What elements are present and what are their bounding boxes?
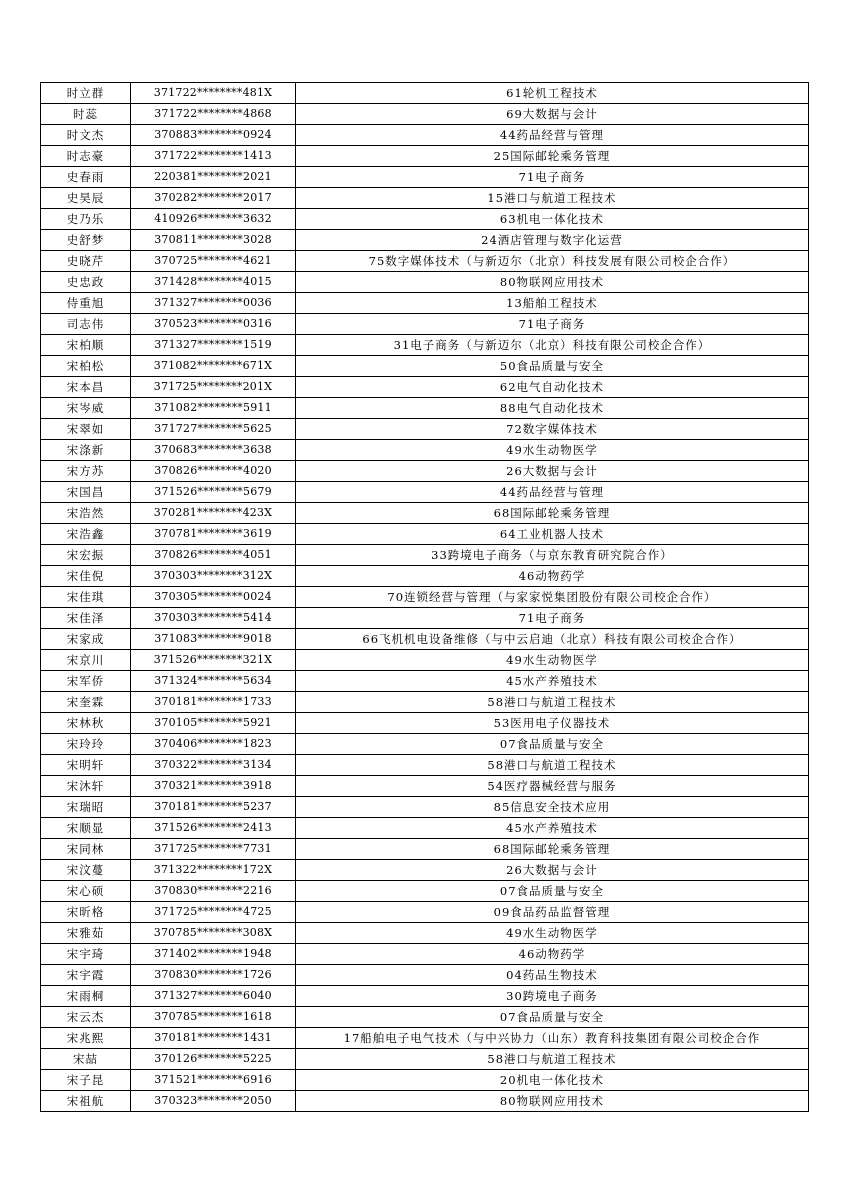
table-row	[41, 713, 809, 734]
id-number-cell: 371526********2413	[131, 818, 296, 839]
id-number-cell: 371725********201X	[131, 377, 296, 398]
table-row	[41, 881, 809, 902]
major-cell: 75数字媒体技术（与新迈尔（北京）科技发展有限公司校企合作）	[296, 251, 809, 272]
roster-body	[41, 83, 809, 1112]
student-name-cell: 宋同林	[41, 839, 131, 860]
id-number-cell: 370322********3134	[131, 755, 296, 776]
major-cell: 64工业机器人技术	[296, 524, 809, 545]
major-cell: 69大数据与会计	[296, 104, 809, 125]
table-row	[41, 587, 809, 608]
id-number-cell: 370725********4621	[131, 251, 296, 272]
table-row	[41, 797, 809, 818]
id-number-cell: 371428********4015	[131, 272, 296, 293]
id-number-cell: 370105********5921	[131, 713, 296, 734]
student-name-cell: 史昊辰	[41, 188, 131, 209]
id-number-cell: 371722********481X	[131, 83, 296, 104]
id-number-cell: 220381********2021	[131, 167, 296, 188]
student-name-cell: 宋浩然	[41, 503, 131, 524]
id-number-cell: 371327********6040	[131, 986, 296, 1007]
student-name-cell: 宋瑞昭	[41, 797, 131, 818]
table-row	[41, 818, 809, 839]
student-name-cell: 宋汶蔓	[41, 860, 131, 881]
major-cell: 72数字媒体技术	[296, 419, 809, 440]
id-number-cell: 370406********1823	[131, 734, 296, 755]
major-cell: 71电子商务	[296, 314, 809, 335]
table-row	[41, 944, 809, 965]
major-cell: 15港口与航道工程技术	[296, 188, 809, 209]
id-number-cell: 370781********3619	[131, 524, 296, 545]
major-cell: 46动物药学	[296, 944, 809, 965]
table-row	[41, 524, 809, 545]
student-name-cell: 宋军侨	[41, 671, 131, 692]
major-cell: 44药品经营与管理	[296, 125, 809, 146]
student-name-cell: 宋明轩	[41, 755, 131, 776]
student-roster-table	[40, 82, 809, 1112]
table-row	[41, 965, 809, 986]
major-cell: 68国际邮轮乘务管理	[296, 503, 809, 524]
table-row	[41, 167, 809, 188]
student-name-cell: 宋国昌	[41, 482, 131, 503]
student-name-cell: 宋子昆	[41, 1070, 131, 1091]
student-name-cell: 宋岑威	[41, 398, 131, 419]
id-number-cell: 371725********7731	[131, 839, 296, 860]
major-cell: 61轮机工程技术	[296, 83, 809, 104]
table-row	[41, 671, 809, 692]
id-number-cell: 371722********4868	[131, 104, 296, 125]
table-row	[41, 398, 809, 419]
major-cell: 45水产养殖技术	[296, 671, 809, 692]
student-name-cell: 时文杰	[41, 125, 131, 146]
id-number-cell: 371402********1948	[131, 944, 296, 965]
table-row	[41, 923, 809, 944]
id-number-cell: 371082********671X	[131, 356, 296, 377]
table-row	[41, 314, 809, 335]
id-number-cell: 371526********5679	[131, 482, 296, 503]
major-cell: 49水生动物医学	[296, 440, 809, 461]
table-row	[41, 104, 809, 125]
id-number-cell: 370830********2216	[131, 881, 296, 902]
student-name-cell: 宋兆熙	[41, 1028, 131, 1049]
table-row	[41, 755, 809, 776]
major-cell: 66飞机机电设备维修（与中云启迪（北京）科技有限公司校企合作）	[296, 629, 809, 650]
table-row	[41, 83, 809, 104]
id-number-cell: 370826********4051	[131, 545, 296, 566]
major-cell: 63机电一体化技术	[296, 209, 809, 230]
major-cell: 07食品质量与安全	[296, 734, 809, 755]
student-name-cell: 史春雨	[41, 167, 131, 188]
student-name-cell: 宋雨桐	[41, 986, 131, 1007]
major-cell: 49水生动物医学	[296, 650, 809, 671]
id-number-cell: 370826********4020	[131, 461, 296, 482]
id-number-cell: 371722********1413	[131, 146, 296, 167]
student-name-cell: 侍重旭	[41, 293, 131, 314]
student-name-cell: 宋雅茹	[41, 923, 131, 944]
table-row	[41, 1007, 809, 1028]
major-cell: 20机电一体化技术	[296, 1070, 809, 1091]
id-number-cell: 371322********172X	[131, 860, 296, 881]
student-name-cell: 宋玲玲	[41, 734, 131, 755]
table-row	[41, 188, 809, 209]
id-number-cell: 370181********1431	[131, 1028, 296, 1049]
id-number-cell: 371327********1519	[131, 335, 296, 356]
table-row	[41, 419, 809, 440]
table-row	[41, 545, 809, 566]
student-name-cell: 时立群	[41, 83, 131, 104]
major-cell: 13船舶工程技术	[296, 293, 809, 314]
major-cell: 71电子商务	[296, 167, 809, 188]
id-number-cell: 370303********312X	[131, 566, 296, 587]
student-name-cell: 宋宇霞	[41, 965, 131, 986]
student-name-cell: 时志豪	[41, 146, 131, 167]
student-name-cell: 宋方苏	[41, 461, 131, 482]
student-name-cell: 司志伟	[41, 314, 131, 335]
student-name-cell: 宋柏松	[41, 356, 131, 377]
student-name-cell: 宋翠如	[41, 419, 131, 440]
id-number-cell: 370321********3918	[131, 776, 296, 797]
id-number-cell: 371083********9018	[131, 629, 296, 650]
major-cell: 80物联网应用技术	[296, 1091, 809, 1112]
table-row	[41, 461, 809, 482]
student-name-cell: 宋顺显	[41, 818, 131, 839]
table-row	[41, 1070, 809, 1091]
major-cell: 80物联网应用技术	[296, 272, 809, 293]
id-number-cell: 371327********0036	[131, 293, 296, 314]
major-cell: 58港口与航道工程技术	[296, 692, 809, 713]
table-row	[41, 272, 809, 293]
table-row	[41, 293, 809, 314]
major-cell: 50食品质量与安全	[296, 356, 809, 377]
table-row	[41, 629, 809, 650]
id-number-cell: 370303********5414	[131, 608, 296, 629]
table-row	[41, 146, 809, 167]
major-cell: 30跨境电子商务	[296, 986, 809, 1007]
major-cell: 31电子商务（与新迈尔（北京）科技有限公司校企合作）	[296, 335, 809, 356]
table-row	[41, 482, 809, 503]
student-name-cell: 宋云杰	[41, 1007, 131, 1028]
id-number-cell: 370683********3638	[131, 440, 296, 461]
id-number-cell: 371725********4725	[131, 902, 296, 923]
student-name-cell: 宋浩鑫	[41, 524, 131, 545]
table-row	[41, 1028, 809, 1049]
table-row	[41, 776, 809, 797]
table-row	[41, 986, 809, 1007]
student-name-cell: 宋本昌	[41, 377, 131, 398]
student-name-cell: 宋京川	[41, 650, 131, 671]
student-name-cell: 史忠政	[41, 272, 131, 293]
table-row	[41, 377, 809, 398]
student-name-cell: 宋喆	[41, 1049, 131, 1070]
table-row	[41, 335, 809, 356]
id-number-cell: 410926********3632	[131, 209, 296, 230]
major-cell: 44药品经营与管理	[296, 482, 809, 503]
major-cell: 70连锁经营与管理（与家家悦集团股份有限公司校企合作）	[296, 587, 809, 608]
major-cell: 45水产养殖技术	[296, 818, 809, 839]
student-name-cell: 宋宇琦	[41, 944, 131, 965]
major-cell: 17船舶电子电气技术（与中兴协力（山东）教育科技集团有限公司校企合作	[296, 1028, 809, 1049]
id-number-cell: 371521********6916	[131, 1070, 296, 1091]
table-row	[41, 650, 809, 671]
student-name-cell: 史晓芹	[41, 251, 131, 272]
table-row	[41, 251, 809, 272]
id-number-cell: 370181********5237	[131, 797, 296, 818]
student-name-cell: 时蕊	[41, 104, 131, 125]
table-row	[41, 1091, 809, 1112]
student-name-cell: 宋沐轩	[41, 776, 131, 797]
major-cell: 54医疗器械经营与服务	[296, 776, 809, 797]
table-row	[41, 839, 809, 860]
student-name-cell: 宋昕格	[41, 902, 131, 923]
major-cell: 33跨境电子商务（与京东教育研究院合作）	[296, 545, 809, 566]
id-number-cell: 370305********0024	[131, 587, 296, 608]
table-row	[41, 608, 809, 629]
id-number-cell: 370323********2050	[131, 1091, 296, 1112]
table-row	[41, 503, 809, 524]
major-cell: 46动物药学	[296, 566, 809, 587]
table-row	[41, 692, 809, 713]
id-number-cell: 370126********5225	[131, 1049, 296, 1070]
table-row	[41, 1049, 809, 1070]
student-name-cell: 宋家成	[41, 629, 131, 650]
table-row	[41, 125, 809, 146]
student-name-cell: 宋林秋	[41, 713, 131, 734]
student-name-cell: 宋奎霖	[41, 692, 131, 713]
id-number-cell: 370281********423X	[131, 503, 296, 524]
id-number-cell: 370830********1726	[131, 965, 296, 986]
major-cell: 71电子商务	[296, 608, 809, 629]
major-cell: 62电气自动化技术	[296, 377, 809, 398]
student-name-cell: 宋祖航	[41, 1091, 131, 1112]
table-row	[41, 356, 809, 377]
major-cell: 85信息安全技术应用	[296, 797, 809, 818]
student-name-cell: 宋佳倪	[41, 566, 131, 587]
id-number-cell: 370523********0316	[131, 314, 296, 335]
table-row	[41, 734, 809, 755]
major-cell: 53医用电子仪器技术	[296, 713, 809, 734]
major-cell: 07食品质量与安全	[296, 1007, 809, 1028]
major-cell: 26大数据与会计	[296, 860, 809, 881]
student-name-cell: 宋心硕	[41, 881, 131, 902]
student-name-cell: 宋涤新	[41, 440, 131, 461]
student-name-cell: 史乃乐	[41, 209, 131, 230]
id-number-cell: 370883********0924	[131, 125, 296, 146]
major-cell: 24酒店管理与数字化运营	[296, 230, 809, 251]
id-number-cell: 370181********1733	[131, 692, 296, 713]
id-number-cell: 370785********308X	[131, 923, 296, 944]
id-number-cell: 371727********5625	[131, 419, 296, 440]
table-row	[41, 440, 809, 461]
id-number-cell: 371082********5911	[131, 398, 296, 419]
id-number-cell: 370282********2017	[131, 188, 296, 209]
id-number-cell: 371526********321X	[131, 650, 296, 671]
id-number-cell: 371324********5634	[131, 671, 296, 692]
student-name-cell: 宋柏顺	[41, 335, 131, 356]
major-cell: 58港口与航道工程技术	[296, 755, 809, 776]
table-row	[41, 566, 809, 587]
major-cell: 26大数据与会计	[296, 461, 809, 482]
major-cell: 04药品生物技术	[296, 965, 809, 986]
student-name-cell: 宋佳琪	[41, 587, 131, 608]
id-number-cell: 370811********3028	[131, 230, 296, 251]
student-name-cell: 史舒梦	[41, 230, 131, 251]
major-cell: 58港口与航道工程技术	[296, 1049, 809, 1070]
major-cell: 25国际邮轮乘务管理	[296, 146, 809, 167]
table-row	[41, 230, 809, 251]
major-cell: 88电气自动化技术	[296, 398, 809, 419]
major-cell: 07食品质量与安全	[296, 881, 809, 902]
table-row	[41, 209, 809, 230]
major-cell: 09食品药品监督管理	[296, 902, 809, 923]
table-row	[41, 860, 809, 881]
major-cell: 68国际邮轮乘务管理	[296, 839, 809, 860]
id-number-cell: 370785********1618	[131, 1007, 296, 1028]
major-cell: 49水生动物医学	[296, 923, 809, 944]
student-name-cell: 宋佳泽	[41, 608, 131, 629]
table-row	[41, 902, 809, 923]
student-name-cell: 宋宏振	[41, 545, 131, 566]
